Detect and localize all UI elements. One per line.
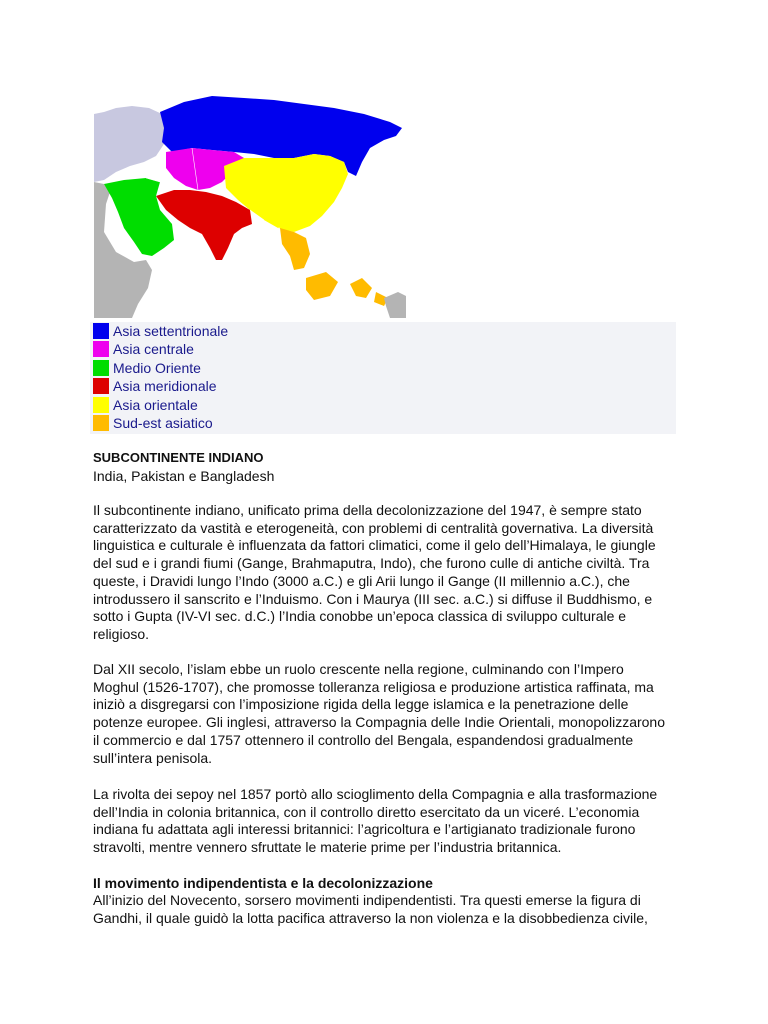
map-oceania-region: [384, 292, 406, 318]
paragraph-1: [93, 502, 683, 644]
text-line: stravolti, mentre vennero sfruttate le materie prime per l’industria britannica.: [93, 839, 562, 856]
text-line: introdussero il sanscrito e l’Induismo. Con i Maurya (III sec. a.C.) si diffuse il Buddhismo, e: [93, 590, 653, 607]
text-line: del sud e i grandi fiumi (Gange, Brahmaputra, Indo), che furono culle di antiche civiltà. Tra: [93, 555, 650, 572]
map-middle-east-region: [104, 178, 174, 256]
map-southeast-asia-region: [280, 228, 388, 306]
legend-item-north-asia[interactable]: [93, 322, 228, 340]
legend-item-southeast-asia[interactable]: [93, 414, 213, 432]
legend-item-middle-east[interactable]: [93, 359, 201, 377]
text-line: sotto i Gupta (IV-VI sec. d.C.) l’India conobbe un’epoca classica di sviluppo culturale e: [93, 608, 627, 625]
section-subtitle: India, Pakistan e Bangladesh: [93, 468, 275, 484]
text-line: caratterizzato da vastità e eterogeneità, con problemi di centralità governativa. La diversità: [93, 519, 654, 536]
map-legend: [90, 322, 676, 434]
text-line: potenze europee. Gli inglesi, attraverso la Compagnia delle Indie Orientali, monopolizzarono: [93, 714, 665, 731]
legend-swatch: [93, 323, 109, 339]
text-line: La rivolta dei sepoy nel 1857 portò allo scioglimento della Compagnia e alla trasformazione: [93, 786, 658, 802]
text-line: Moghul (1526-1707), che promosse tolleranza religiosa e produzione artistica raffinata, ma: [93, 678, 654, 695]
text-line: il commercio e dal 1757 ottennero il controllo del Bengala, espandendosi gradualmente: [93, 731, 634, 748]
legend-label[interactable]: Asia orientale: [113, 397, 198, 413]
text-line: iniziò a disgregarsi con l’imposizione rigida della legge islamica e la penetrazione delle: [93, 696, 629, 713]
paragraph-3: [93, 786, 683, 857]
legend-item-east-asia[interactable]: [93, 396, 198, 414]
legend-swatch: [93, 415, 109, 431]
text-line: Gandhi, il quale guidò la lotta pacifica attraverso la non violenza e la disobbedienza civile,: [93, 909, 648, 926]
map-europe-region: [94, 106, 166, 182]
legend-swatch: [93, 341, 109, 357]
legend-swatch: [93, 378, 109, 394]
legend-item-central-asia[interactable]: [93, 340, 194, 358]
legend-label[interactable]: Asia centrale: [113, 341, 194, 357]
legend-label[interactable]: Sud-est asiatico: [113, 415, 213, 431]
text-line: Il subcontinente indiano, unificato prima della decolonizzazione del 1947, è sempre stato: [93, 502, 642, 518]
legend-label[interactable]: Medio Oriente: [113, 360, 201, 376]
text-line: sull’intera penisola.: [93, 749, 213, 766]
text-line: religioso.: [93, 625, 150, 642]
text-line: linguistica e culturale è influenzata da fattori climatici, come il gelo dell’Himalaya, le giungle: [93, 537, 656, 554]
asia-regions-map: [94, 92, 406, 318]
section-title: SUBCONTINENTE INDIANO: [93, 450, 264, 465]
text-line: Dal XII secolo, l’islam ebbe un ruolo crescente nella regione, culminando con l’Impero: [93, 661, 624, 677]
text-line: indiana fu adattata agli interessi britannici: l’agricoltura e l’artigianato tradizionale furono: [93, 821, 636, 838]
legend-swatch: [93, 360, 109, 376]
text-line: dell’India in colonia britannica, con il controllo diretto esercitato da un viceré. L’economia: [93, 803, 640, 820]
legend-label[interactable]: Asia settentrionale: [113, 323, 229, 339]
legend-swatch: [93, 397, 109, 413]
text-line: All’inizio del Novecento, sorsero movimenti indipendentisti. Tra questi emerse la figura di: [93, 892, 641, 908]
subsection-heading: Il movimento indipendentista e la decolonizzazione: [93, 875, 433, 891]
paragraph-2: [93, 661, 683, 767]
legend-label[interactable]: Asia meridionale: [113, 378, 217, 394]
text-line: queste, i Dravidi lungo l’Indo (3000 a.C.) e gli Arii lungo il Gange (II millennio a.C.), che: [93, 572, 630, 589]
paragraph-4: [93, 892, 683, 927]
legend-item-south-asia[interactable]: [93, 377, 217, 395]
